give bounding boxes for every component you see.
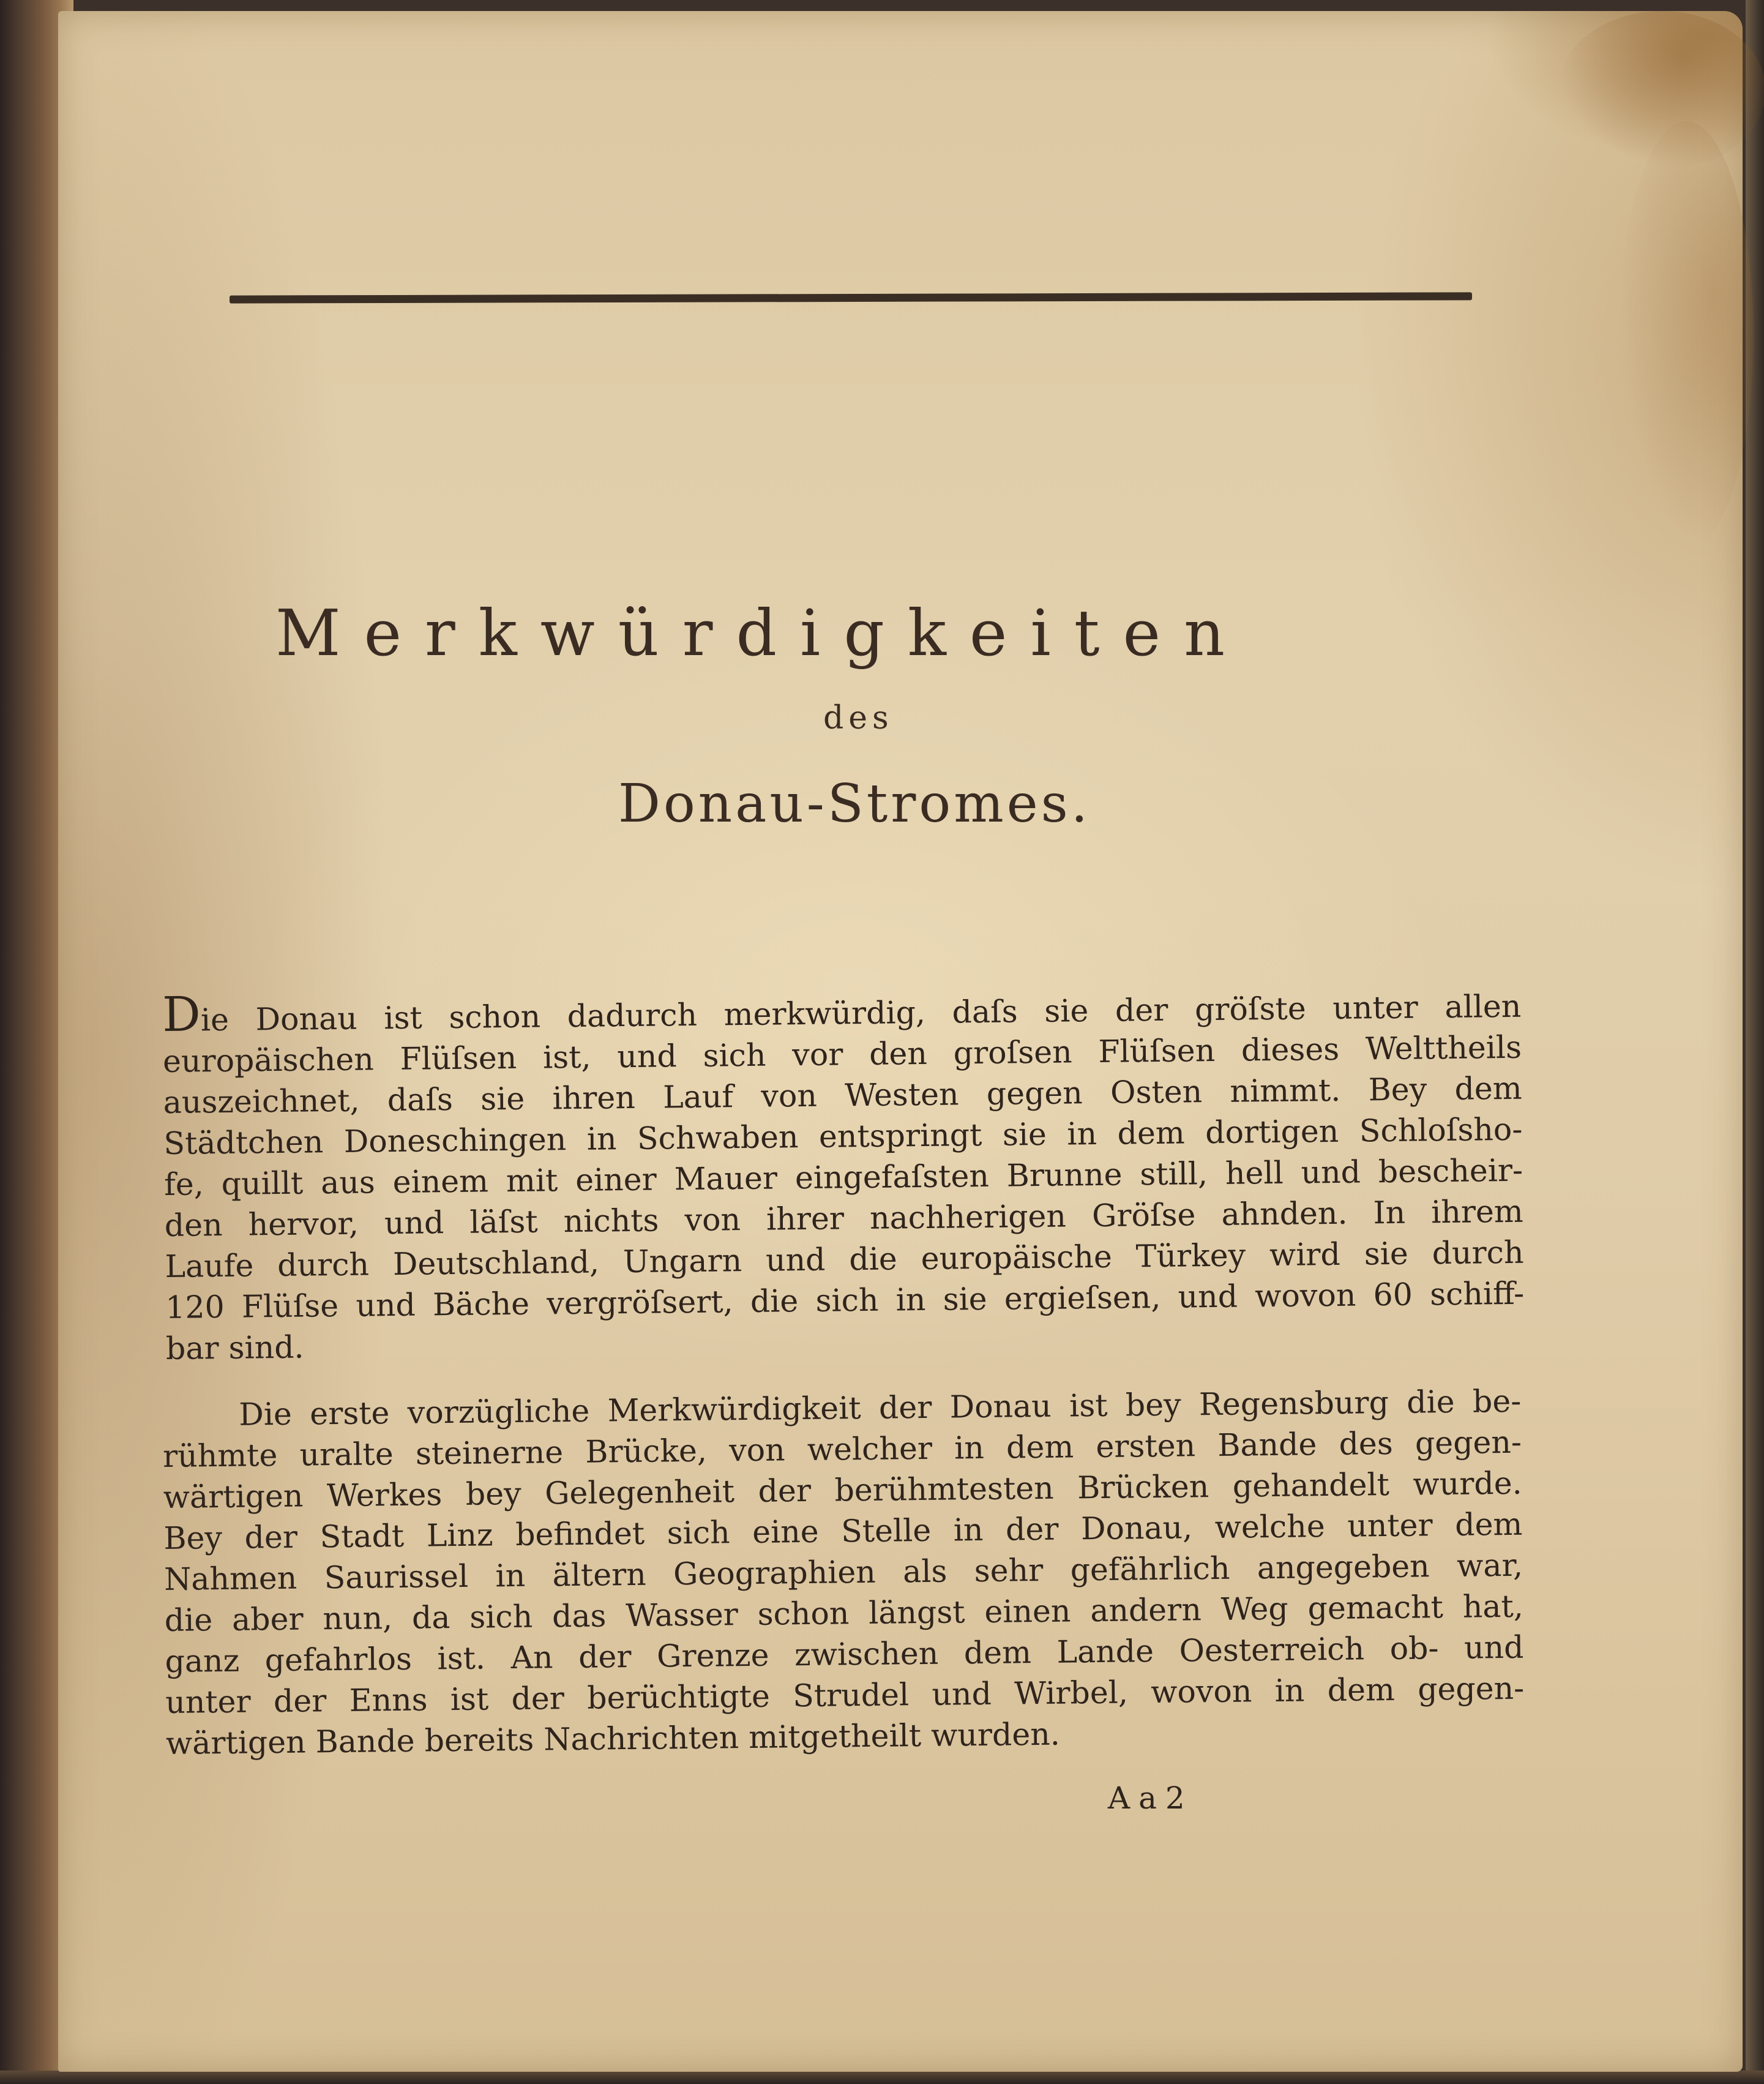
paragraph-1 <box>162 986 1525 1369</box>
paragraph-2 <box>162 1381 1525 1764</box>
text-line: auszeichnet, daſs sie ihren Lauf von Westen gegen Osten nimmt. Bey dem <box>163 1070 1522 1120</box>
text-line: wärtigen Bande bereits Nachrichten mitgetheilt wurden. <box>165 1715 1061 1761</box>
text-line: europäischen Flüſsen ist, und sich vor den groſsen Flüſsen dieses Welttheils <box>162 1029 1522 1079</box>
text-line: ganz gefahrlos ist. An der Grenze zwischen dem Lande Oesterreich ob- und <box>165 1629 1524 1679</box>
title-subject: Donau-Stromes. <box>618 773 1091 834</box>
signature-mark: Aa2 <box>1108 1780 1194 1816</box>
text-line-content: ie Donau ist schon dadurch merkwürdig, daſs sie der gröſste unter allen <box>200 988 1522 1038</box>
text-line: Bey der Stadt Linz befindet sich eine Stelle in der Donau, welche unter dem <box>163 1505 1523 1556</box>
water-stain <box>1619 121 1754 550</box>
text-line: bar sind. <box>165 1329 304 1366</box>
text-line: Nahmen Saurissel in ältern Geographien als sehr gefährlich angegeben war, <box>163 1546 1523 1597</box>
title-des: des <box>823 700 894 737</box>
drop-cap: D <box>162 987 201 1043</box>
text-line: Die erste vorzügliche Merkwürdigkeit der Donau ist bey Regensburg die be- <box>239 1382 1522 1433</box>
text-line: rühmte uralte steinerne Brücke, von welcher in dem ersten Bande des gegen- <box>162 1423 1522 1474</box>
page-right-edge <box>1746 0 1764 2084</box>
text-line: die aber nun, da sich das Wasser schon längst einen andern Weg gemacht hat, <box>164 1587 1524 1638</box>
title-main: Merkwürdigkeiten <box>275 596 1249 670</box>
text-line: unter der Enns ist der berüchtigte Strudel und Wirbel, wovon in dem gegen- <box>165 1670 1525 1720</box>
header-rule <box>230 292 1472 303</box>
text-line: Laufe durch Deutschland, Ungarn und die europäische Türkey wird sie durch <box>165 1234 1524 1284</box>
text-line: wärtigen Werkes bey Gelegenheit der berühmtesten Brücken gehandelt wurde. <box>163 1464 1522 1515</box>
page-bottom-edge <box>0 2071 1764 2084</box>
text-line: 120 Flüſse und Bäche vergröſsert, die sich in sie ergieſsen, und wovon 60 schiff- <box>165 1275 1525 1325</box>
text-line: den hervor, und läſst nichts von ihrer nachherigen Gröſse ahnden. In ihrem <box>164 1193 1524 1243</box>
text-line: fe, quillt aus einem mit einer Mauer eingefaſsten Brunne still, hell und bescheir- <box>163 1152 1523 1202</box>
water-stain <box>1558 11 1764 170</box>
paper-page <box>58 11 1743 2072</box>
text-line: Städtchen Doneschingen in Schwaben entspringt sie in dem dortigen Schloſsho- <box>163 1111 1523 1161</box>
